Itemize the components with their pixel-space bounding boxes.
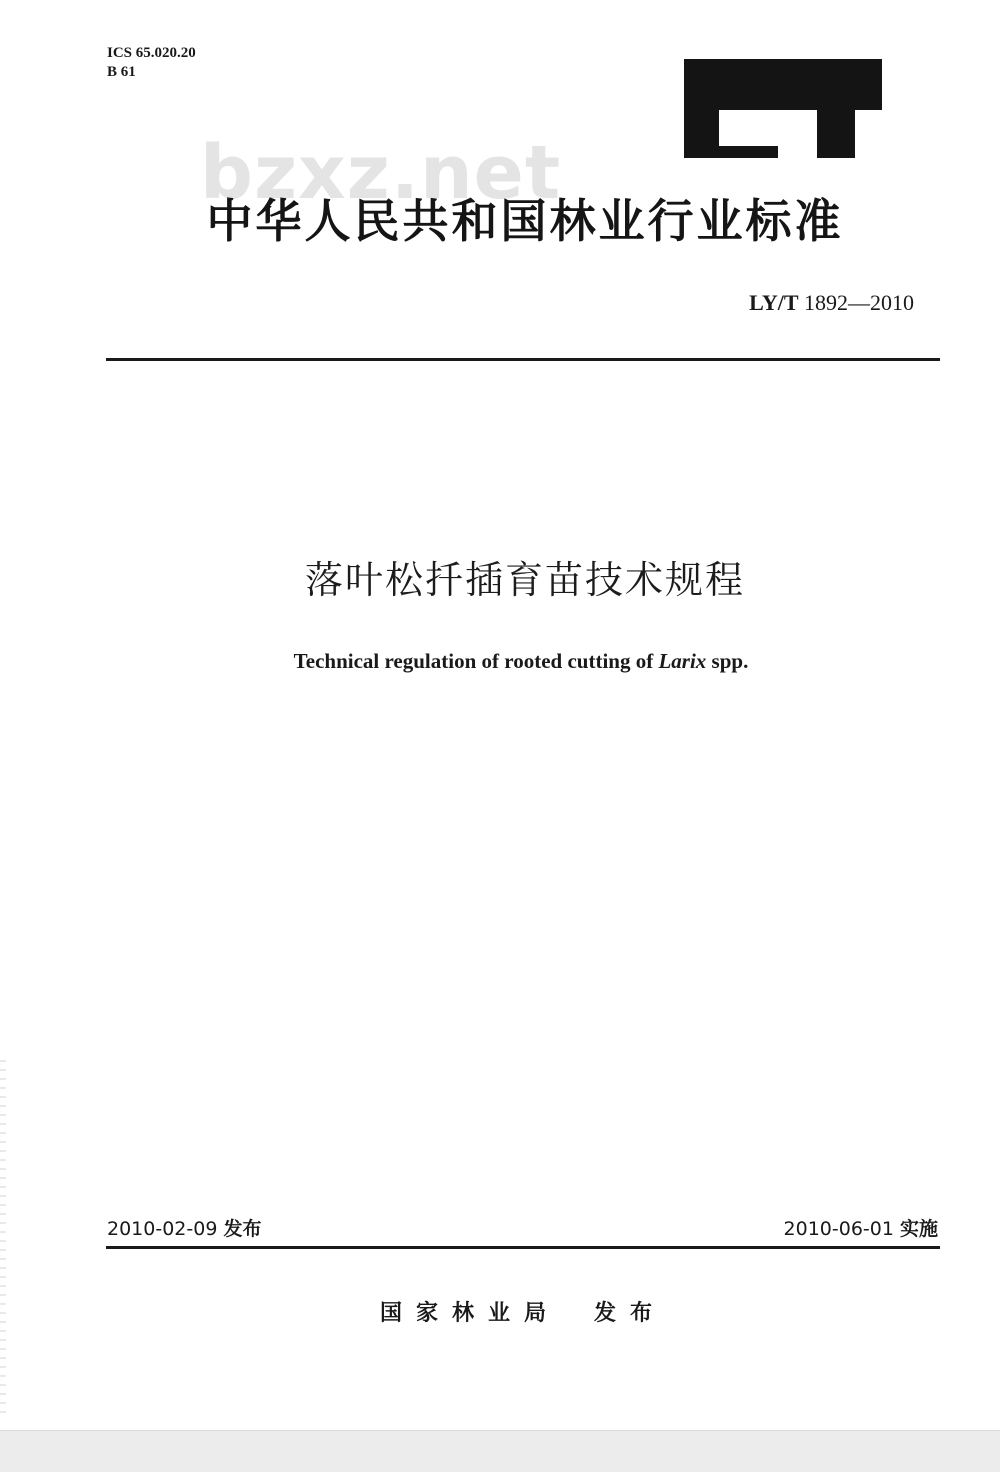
issuer-title: 中华人民共和国林业行业标准 [206, 194, 844, 248]
watermark-text: bzxz.net [200, 130, 562, 216]
classification-codes [107, 44, 196, 82]
ics-code: ICS 65.020.20 [107, 45, 196, 61]
title-english-main: Technical regulation of rooted cutting of [293, 649, 654, 673]
viewer-bottom-strip [0, 1430, 1000, 1472]
document-title-english [0, 646, 1000, 676]
publisher-line [0, 1296, 1000, 1332]
page-edge-marks [0, 1060, 6, 1420]
publisher-agency: 国家林业局 [379, 1301, 560, 1326]
standard-number [749, 288, 914, 318]
ly-standard-logo-icon [684, 59, 882, 158]
implementation-date-value: 2010-06-01 [783, 1218, 894, 1240]
standard-prefix: LY/T [749, 290, 799, 315]
issue-date-value: 2010-02-09 [107, 1218, 218, 1240]
implementation-date-label: 实施 [899, 1218, 938, 1240]
ccs-code: B 61 [107, 64, 136, 80]
implementation-date [784, 1214, 938, 1244]
top-divider [106, 358, 940, 361]
issue-date-label: 发布 [223, 1218, 262, 1240]
publisher-verb: 发布 [594, 1301, 667, 1326]
bottom-divider [106, 1246, 940, 1249]
document-title-chinese: 落叶松扦插育苗技术规程 [304, 558, 745, 602]
issue-date [107, 1214, 261, 1244]
standard-code: 1892—2010 [804, 290, 914, 315]
title-english-genus: Larix [658, 649, 707, 673]
title-english-suffix: spp. [711, 649, 749, 673]
